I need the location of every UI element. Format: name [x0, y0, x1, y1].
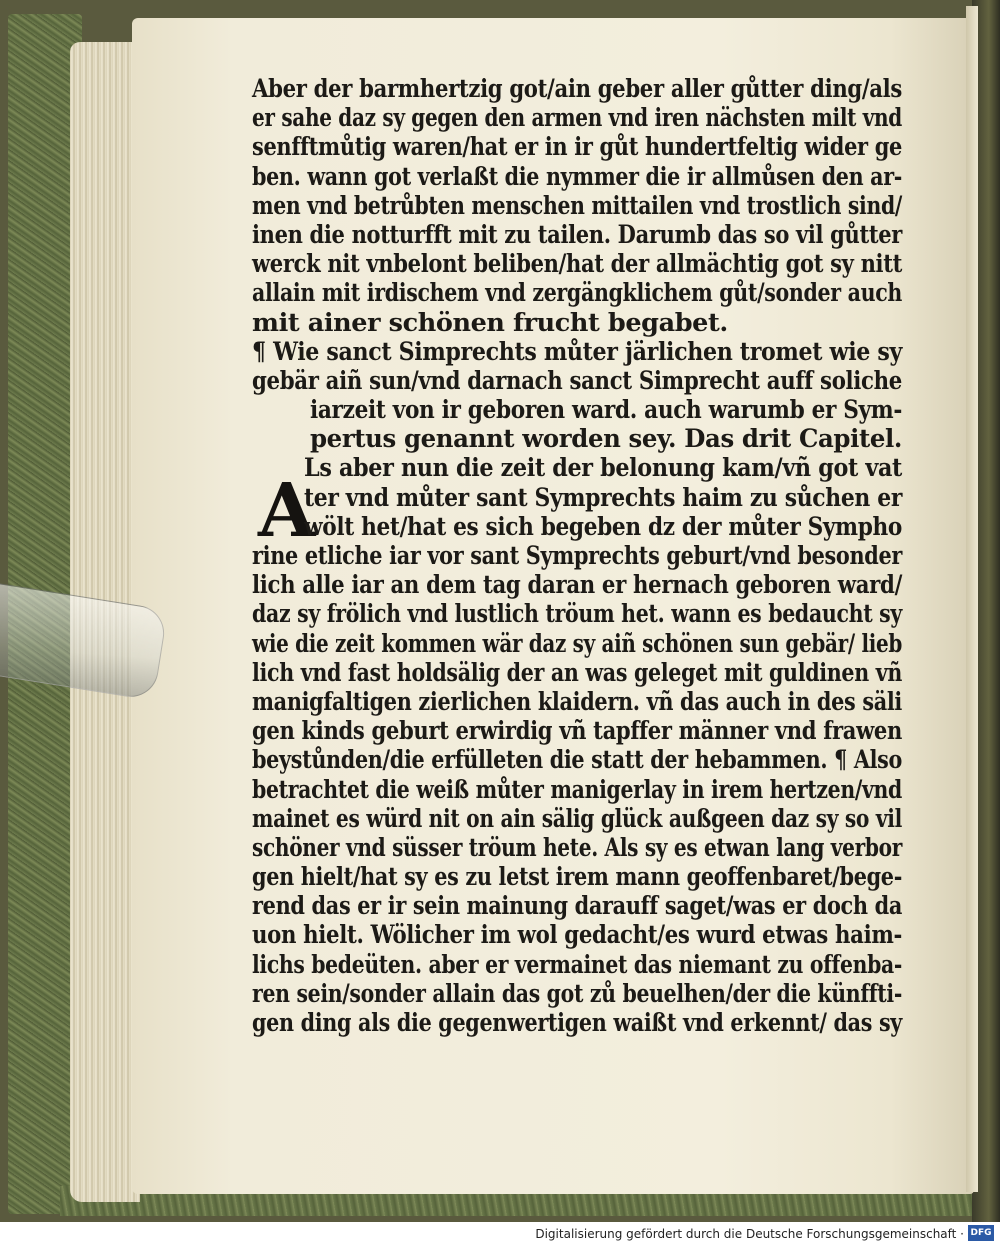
text-line: uon hielt. Wölicher im wol gedacht/es wurd etwas haim- — [252, 920, 902, 951]
chapter-heading-line: pertus genannt worden sey. Das drit Capitel. — [310, 424, 902, 455]
text-line: senfftmůtig waren/hat er in ir gůt hundertfeltig wider ge — [252, 132, 902, 163]
text-line: lich vnd fast holdsälig der an was geleget mit guldinen vñ — [252, 657, 902, 688]
text-line: mit ainer schönen frucht begabet. — [252, 307, 728, 338]
text-line: ren sein/sonder allain das got zů beuelhen/der die künffti- — [252, 978, 902, 1009]
text-line: mainet es würd nit on ain sälig glück außgeen daz sy so vil — [252, 803, 902, 834]
text-line: werck nit vnbelont beliben/hat der allmächtig got sy nitt — [252, 249, 902, 280]
text-line: gen kinds geburt erwirdig vñ tapffer männer vnd frawen — [252, 716, 902, 747]
chapter-heading-line: gebär aiñ sun/vnd darnach sanct Simprecht auff soliche — [252, 365, 902, 396]
text-line: Ls aber nun die zeit der belonung kam/vñ got vat — [304, 453, 902, 484]
text-line: ben. wann got verlaßt die nymmer die ir allmůsen den ar- — [252, 161, 902, 192]
facing-page-edge — [966, 6, 978, 1192]
text-line: Aber der barmhertzig got/ain geber aller gůtter ding/als — [252, 74, 902, 104]
decorated-initial: A — [258, 468, 316, 554]
text-line: allain mit irdischem vnd zergängklichem gůt/sonder auch — [252, 278, 902, 309]
page-text — [252, 75, 902, 1038]
text-line: inen die notturfft mit zu tailen. Darumb das so vil gůtter — [252, 219, 902, 250]
text-line: wölt het/hat es sich begeben dz der můter Sympho — [304, 511, 902, 542]
dfg-logo-icon: DFG — [968, 1225, 994, 1241]
text-line: men vnd betrůbten menschen mittailen vnd trostlich sind/ — [252, 190, 902, 221]
text-line: lichs bedeüten. aber er vermainet das niemant zu offenba- — [252, 949, 902, 980]
text-line: daz sy frölich vnd lustlich tröum het. wann es bedaucht sy — [252, 599, 902, 630]
footer-bar — [0, 1222, 1000, 1246]
text-line: rend das er ir sein mainung darauff saget/was er doch da — [252, 891, 902, 922]
text-line: beystůnden/die erfülleten die statt der hebammen. ¶ Also — [252, 745, 902, 776]
funding-credit: Digitalisierung gefördert durch die Deutsche Forschungsgemeinschaft · — [535, 1227, 964, 1241]
text-line: ter vnd můter sant Symprechts haim zu sůchen er — [304, 482, 902, 513]
text-line: lich alle iar an dem tag daran er hernach geboren ward/ — [252, 570, 902, 601]
text-line: rine etliche iar vor sant Symprechts geburt/vnd besonder — [252, 541, 902, 571]
text-line: wie die zeit kommen wär daz sy aiñ schönen sun gebär/ lieb — [252, 628, 902, 659]
text-line: gen ding als die gegenwertigen waißt vnd erkennt/ das sy — [252, 1008, 902, 1038]
chapter-heading-line: ¶ Wie sanct Simprechts můter järlichen tromet wie sy — [252, 336, 902, 367]
chapter-heading-line: iarzeit von ir geboren ward. auch warumb er Sym- — [310, 395, 902, 426]
text-line: betrachtet die weiß můter manigerlay in irem hertzen/vnd — [252, 774, 902, 805]
text-line: manigfaltigen zierlichen klaidern. vñ das auch in des säli — [252, 686, 902, 717]
text-line: er sahe daz sy gegen den armen vnd iren nächsten milt vnd — [252, 103, 902, 134]
text-line: schöner vnd süsser tröum hete. Als sy es etwan lang verbor — [252, 832, 902, 863]
text-line: gen hielt/hat sy es zu letst irem mann geoffenbaret/bege- — [252, 862, 902, 893]
